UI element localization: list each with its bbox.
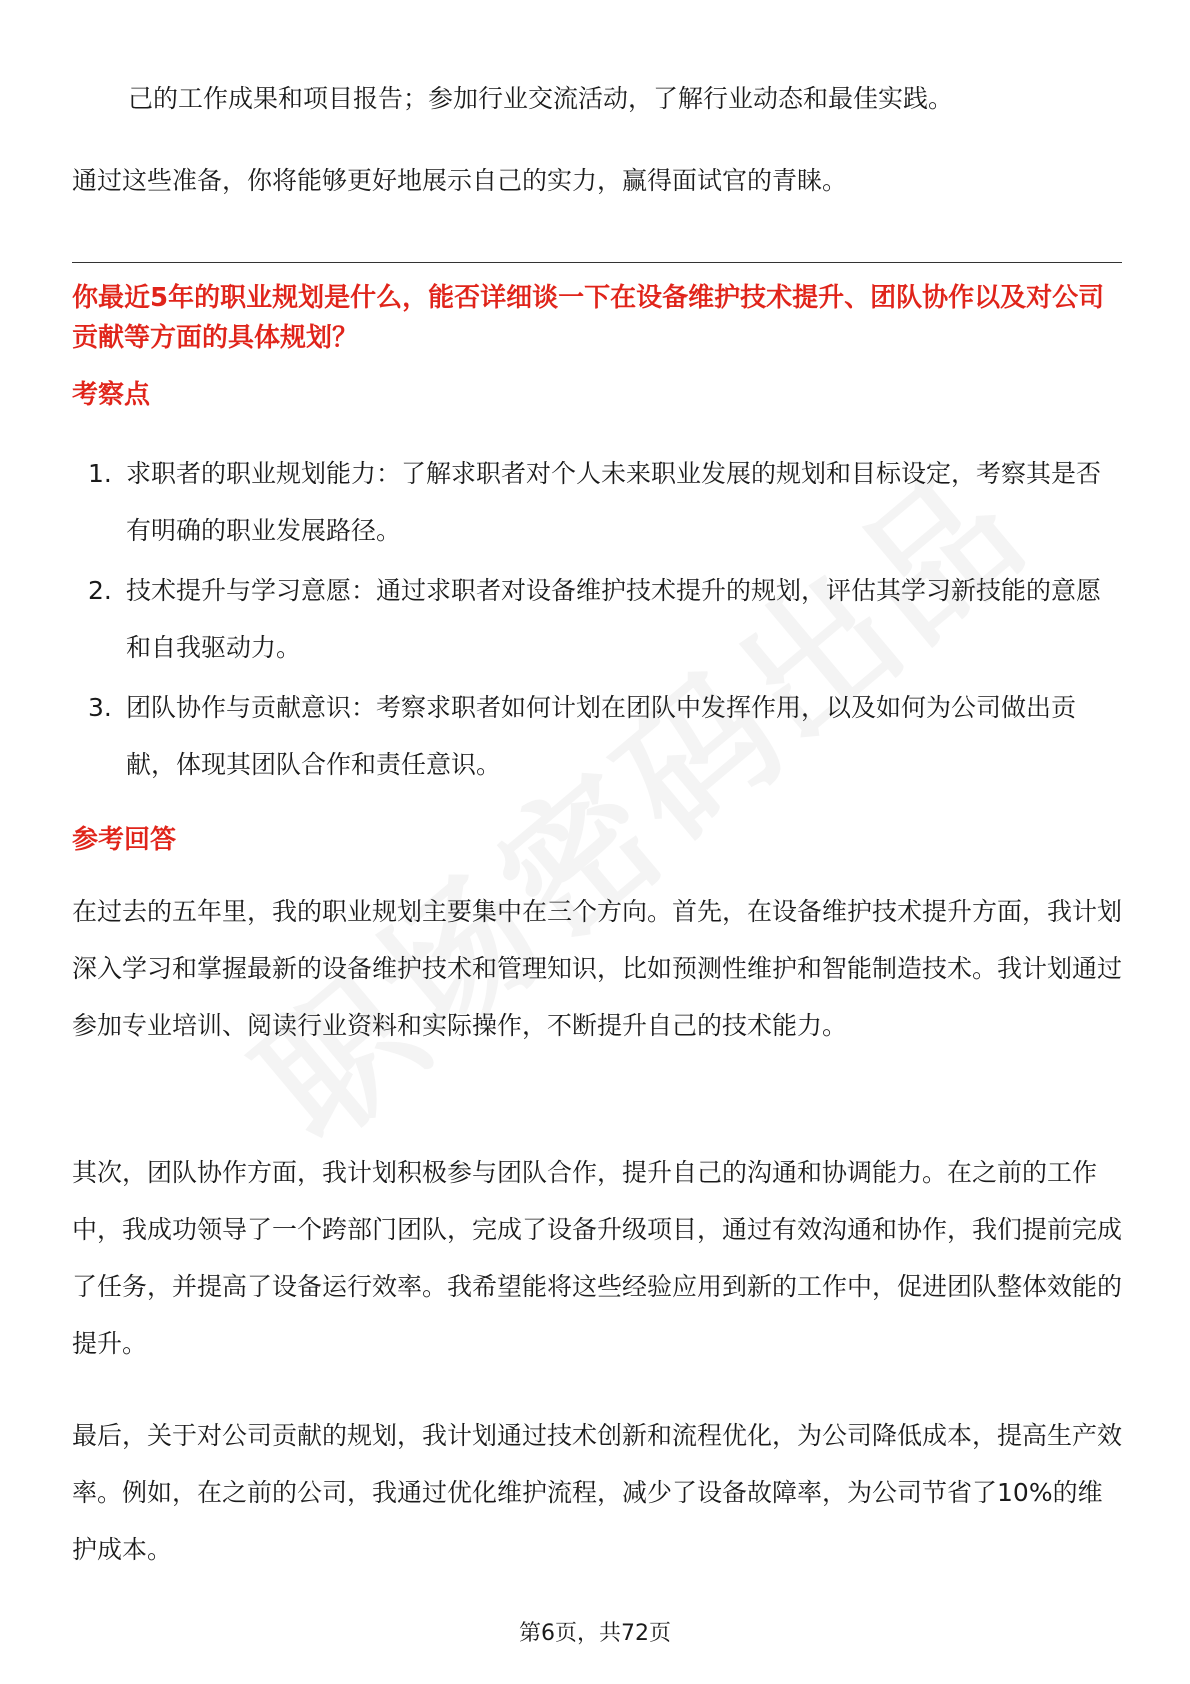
question-heading: 你最近5年的职业规划是什么，能否详细谈一下在设备维护技术提升、团队协作以及对公司贡献等方面的具体规划？ (72, 283, 1105, 353)
section-divider (72, 262, 1122, 263)
answer-heading: 参考回答 (72, 825, 177, 855)
answer-paragraph: 最后，关于对公司贡献的规划，我计划通过技术创新和流程优化，为公司降低成本，提高生产效率。例如，在之前的公司，我通过优化维护流程，减少了设备故障率，为公司节省了10%的维护成本。 (72, 1421, 1123, 1564)
answer-paragraph: 在过去的五年里，我的职业规划主要集中在三个方向。首先，在设备维护技术提升方面，我计划深入学习和掌握最新的设备维护技术和管理知识，比如预测性维护和智能制造技术。我计划通过参加专业培训、阅读行业资料和实际操作，不断提升自己的技术能力。 (72, 897, 1123, 1040)
focus-item-text: 技术提升与学习意愿：通过求职者对设备维护技术提升的规划，评估其学习新技能的意愿和自我驱动力。 (126, 576, 1102, 662)
focus-item (88, 562, 1122, 676)
focus-item-number: 1. (88, 459, 112, 488)
continuation-paragraph: 己的工作成果和项目报告；参加行业交流活动，了解行业动态和最佳实践。 (128, 84, 954, 113)
answer-paragraph: 其次，团队协作方面，我计划积极参与团队合作，提升自己的沟通和协调能力。在之前的工作中，我成功领导了一个跨部门团队，完成了设备升级项目，通过有效沟通和协作，我们提前完成了任务，并提高了设备运行效率。我希望能将这些经验应用到新的工作中，促进团队整体效能的提升。 (72, 1158, 1123, 1358)
focus-item-number: 3. (88, 693, 112, 722)
focus-item-text: 团队协作与贡献意识：考察求职者如何计划在团队中发挥作用，以及如何为公司做出贡献，体现其团队合作和责任意识。 (126, 693, 1077, 779)
closing-paragraph: 通过这些准备，你将能够更好地展示自己的实力，赢得面试官的青睐。 (72, 166, 848, 195)
focus-heading: 考察点 (72, 380, 151, 410)
focus-item (88, 679, 1122, 793)
focus-item (88, 445, 1122, 559)
focus-item-number: 2. (88, 576, 112, 605)
focus-item-text: 求职者的职业规划能力：了解求职者对个人未来职业发展的规划和目标设定，考察其是否有明确的职业发展路径。 (126, 459, 1102, 545)
page-number: 第6页，共72页 (519, 1621, 671, 1646)
